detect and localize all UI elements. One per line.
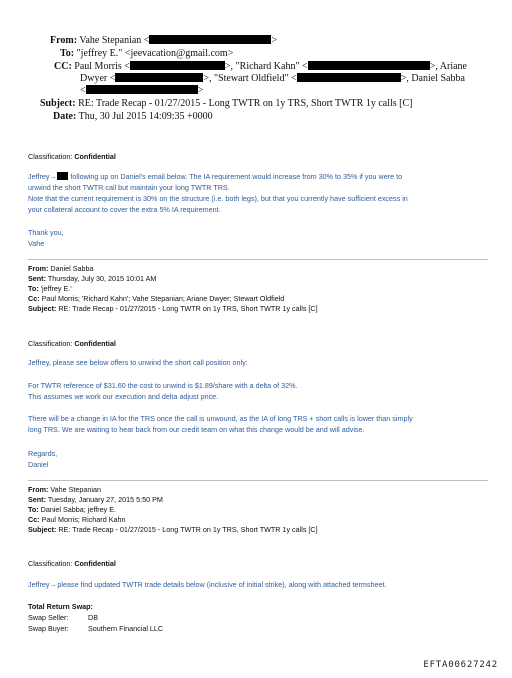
reply-header-sent: Sent: Tuesday, January 27, 2015 5:50 PM	[28, 495, 163, 504]
signoff: Regards,	[28, 449, 58, 458]
reply-header-from: From: Vahe Stepanian	[28, 485, 101, 494]
swap-seller-row	[28, 613, 98, 624]
classification-line: Classification: Confidential	[28, 152, 116, 161]
trs-title: Total Return Swap:	[28, 602, 93, 611]
redaction-bar	[130, 61, 225, 70]
classification-line: Classification: Confidential	[28, 559, 116, 568]
reply-header-cc: Cc: Paul Morris; 'Richard Kahn'; Vahe Stepanian; Ariane Dwyer; Stewart Oldfield	[28, 294, 285, 303]
body-line: long TRS. We are waiting to hear back from our credit team on what this change would be and will advise.	[28, 425, 365, 434]
reply-header-from: From: Daniel Sabba	[28, 264, 94, 273]
cc-label: CC:	[54, 61, 72, 72]
classification-line: Classification: Confidential	[28, 339, 116, 348]
body-line: This assumes we work our execution and delta adjust price.	[28, 392, 219, 401]
swap-buyer-label: Swap Buyer:	[28, 624, 69, 633]
to-row	[60, 48, 233, 60]
redaction-bar	[297, 73, 401, 82]
subject-row	[40, 98, 413, 110]
reply-header-to: To: Daniel Sabba; jeffrey E.	[28, 505, 117, 514]
signature: Vahe	[28, 239, 45, 248]
redaction-bar	[86, 85, 198, 94]
subject-label: Subject:	[40, 98, 76, 109]
from-value: Vahe Stepanian <	[79, 35, 150, 46]
body-line: Jeffrey – please find updated TWTR trade details below (inclusive of initial strike), along with attached termsheet.	[28, 580, 387, 589]
swap-seller-label: Swap Seller:	[28, 613, 69, 622]
to-value: "jeffrey E." <jeevacation@gmail.com>	[76, 48, 234, 59]
redaction-bar	[149, 35, 271, 44]
document-id: EFTA00627242	[423, 660, 498, 670]
body-line: your collateral account to cover the extra 5% IA requirement.	[28, 205, 221, 214]
swap-seller-value: DB	[88, 613, 98, 622]
from-row: From: Vahe Stepanian < >	[50, 35, 278, 46]
signoff: Thank you,	[28, 228, 64, 237]
reply-header-cc: Cc: Paul Morris; Richard Kahn	[28, 515, 126, 524]
body-line: There will be a change in IA for the TRS once the call is unwound, as the IA of long TRS + short calls is lower than simply	[28, 414, 413, 423]
body-line: Jeffrey – following up on Daniel's email below. The IA requirement would increase from 30% to 35% if you were to	[28, 172, 403, 181]
swap-buyer-row	[28, 624, 163, 635]
date-row	[53, 111, 213, 123]
cc-row-2: Dwyer < >, "Stewart Oldfield" < >, Daniel Sabba	[80, 73, 465, 84]
redaction-bar	[57, 172, 68, 180]
body-line: unwind the short TWTR call but maintain your long TWTR TRS.	[28, 183, 230, 192]
body-line: For TWTR reference of $31.60 the cost to unwind is $1.89/share with a delta of 32%.	[28, 381, 298, 390]
redaction-bar	[308, 61, 430, 70]
body-line: Jeffrey, please see below offers to unwind the short call position only:	[28, 358, 248, 367]
date-value: Thu, 30 Jul 2015 14:09:35 +0000	[78, 111, 213, 122]
body-line: Note that the current requirement is 30% on the structure (i.e. both legs), but that you currently have sufficient excess in	[28, 194, 408, 203]
signature: Daniel	[28, 460, 49, 469]
date-label: Date:	[53, 111, 77, 122]
from-label: From:	[50, 35, 78, 46]
reply-header-subject: Subject: RE: Trade Recap - 01/27/2015 - Long TWTR on 1y TRS, Short TWTR 1y calls [C]	[28, 304, 318, 313]
cc-row-3: < >	[80, 85, 204, 96]
subject-value: RE: Trade Recap - 01/27/2015 - Long TWTR on 1y TRS, Short TWTR 1y calls [C]	[78, 98, 413, 109]
reply-header-sent: Sent: Thursday, July 30, 2015 10:01 AM	[28, 274, 157, 283]
divider	[28, 259, 488, 260]
swap-buyer-value: Southern Financial LLC	[88, 624, 164, 633]
reply-header-to: To: 'jeffrey E.'	[28, 284, 72, 293]
reply-header-subject: Subject: RE: Trade Recap - 01/27/2015 - Long TWTR on 1y TRS, Short TWTR 1y calls [C]	[28, 525, 318, 534]
divider	[28, 480, 488, 481]
redaction-bar	[115, 73, 203, 82]
cc-row-1: CC: Paul Morris < >, "Richard Kahn" < >, Ariane	[54, 61, 467, 72]
to-label: To:	[60, 48, 75, 59]
